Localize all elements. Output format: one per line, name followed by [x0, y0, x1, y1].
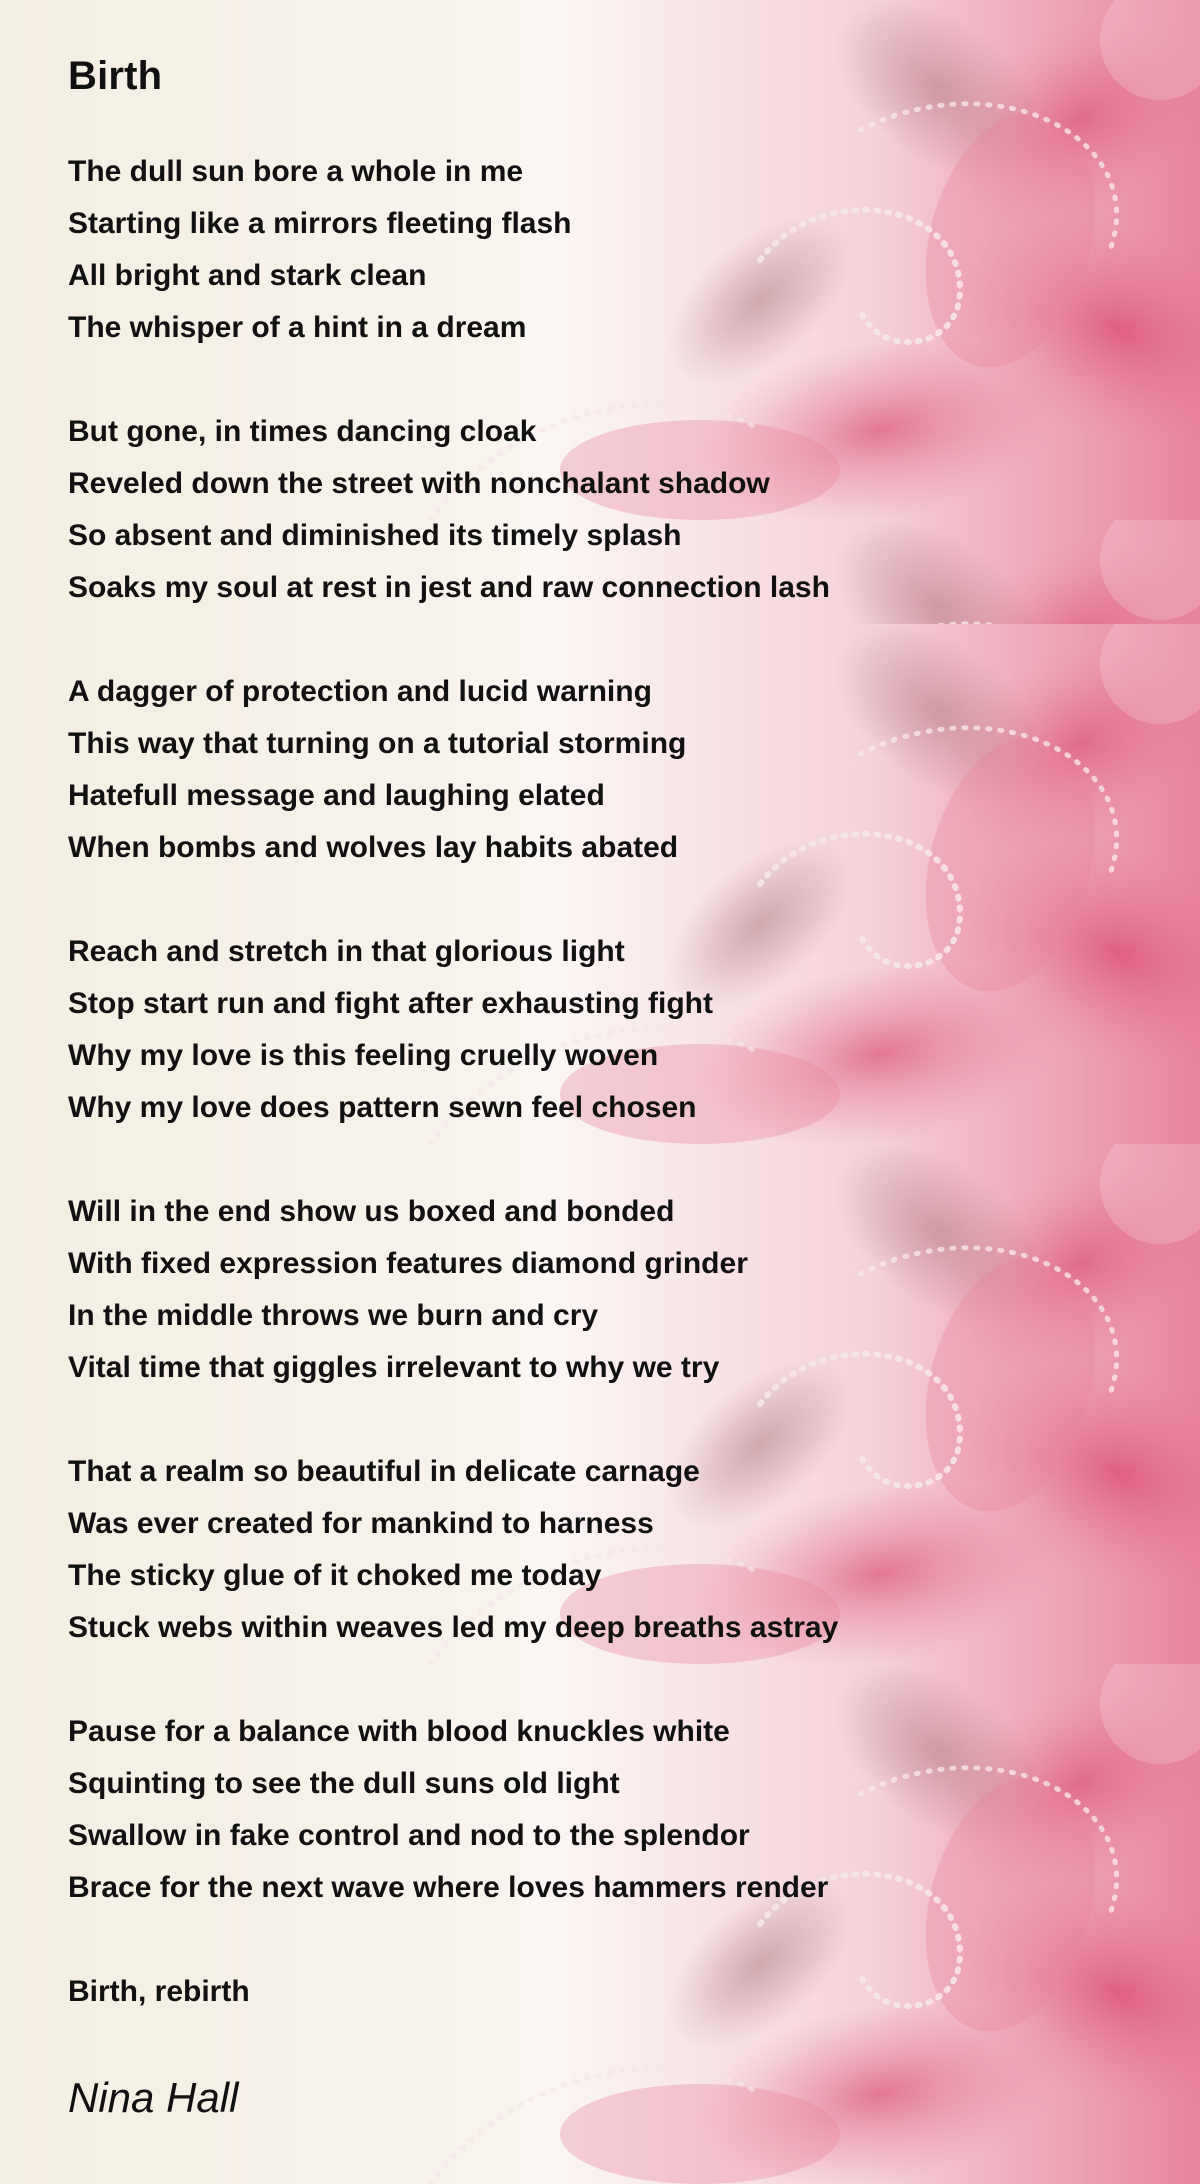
- poem-line: Brace for the next wave where loves hammers render: [68, 1871, 829, 1904]
- poem-line: Reveled down the street with nonchalant shadow: [68, 467, 770, 500]
- stanza: [68, 406, 1108, 614]
- stanza: [68, 146, 1108, 354]
- poem-line: The whisper of a hint in a dream: [68, 311, 527, 344]
- stanza: [68, 666, 1108, 874]
- poem-line: With fixed expression features diamond grinder: [68, 1247, 748, 1280]
- poem-line: So absent and diminished its timely splash: [68, 519, 682, 552]
- stanza: [68, 1186, 1108, 1394]
- poem-line: A dagger of protection and lucid warning: [68, 675, 652, 708]
- poem-line: The sticky glue of it choked me today: [68, 1559, 602, 1592]
- poem-line: In the middle throws we burn and cry: [68, 1299, 599, 1332]
- poem-line: Was ever created for mankind to harness: [68, 1507, 654, 1540]
- poem-body: [68, 48, 1108, 2126]
- poem-line: Stop start run and fight after exhausting fight: [68, 987, 713, 1020]
- poem-line: Stuck webs within weaves led my deep breaths astray: [68, 1611, 839, 1644]
- poem-line: But gone, in times dancing cloak: [68, 415, 537, 448]
- poem-line: Squinting to see the dull suns old light: [68, 1767, 620, 1800]
- poem-line: Swallow in fake control and nod to the splendor: [68, 1819, 750, 1852]
- poem-line: All bright and stark clean: [68, 259, 427, 292]
- stanza: [68, 1706, 1108, 1914]
- poem-line: The dull sun bore a whole in me: [68, 155, 524, 188]
- poem-line: Hatefull message and laughing elated: [68, 779, 605, 812]
- stanza: [68, 926, 1108, 1134]
- poem-line: Will in the end show us boxed and bonded: [68, 1195, 675, 1228]
- poem-author: Nina Hall: [68, 2074, 239, 2121]
- poem-line: Starting like a mirrors fleeting flash: [68, 207, 572, 240]
- poem-line: Soaks my soul at rest in jest and raw connection lash: [68, 571, 830, 604]
- poem-line: Vital time that giggles irrelevant to why we try: [68, 1351, 720, 1384]
- poem-line: Pause for a balance with blood knuckles white: [68, 1715, 730, 1748]
- poem-line: When bombs and wolves lay habits abated: [68, 831, 679, 864]
- poem-line: Why my love does pattern sewn feel chosen: [68, 1091, 697, 1124]
- poem-line: Reach and stretch in that glorious light: [68, 935, 625, 968]
- poem-line: That a realm so beautiful in delicate carnage: [68, 1455, 700, 1488]
- poem-line: Why my love is this feeling cruelly woven: [68, 1039, 659, 1072]
- poem-line: This way that turning on a tutorial storming: [68, 727, 687, 760]
- stanza: [68, 1446, 1108, 1654]
- stanza: [68, 1966, 1108, 2018]
- poem-title: Birth: [68, 54, 163, 98]
- poem-line: Birth, rebirth: [68, 1975, 250, 2008]
